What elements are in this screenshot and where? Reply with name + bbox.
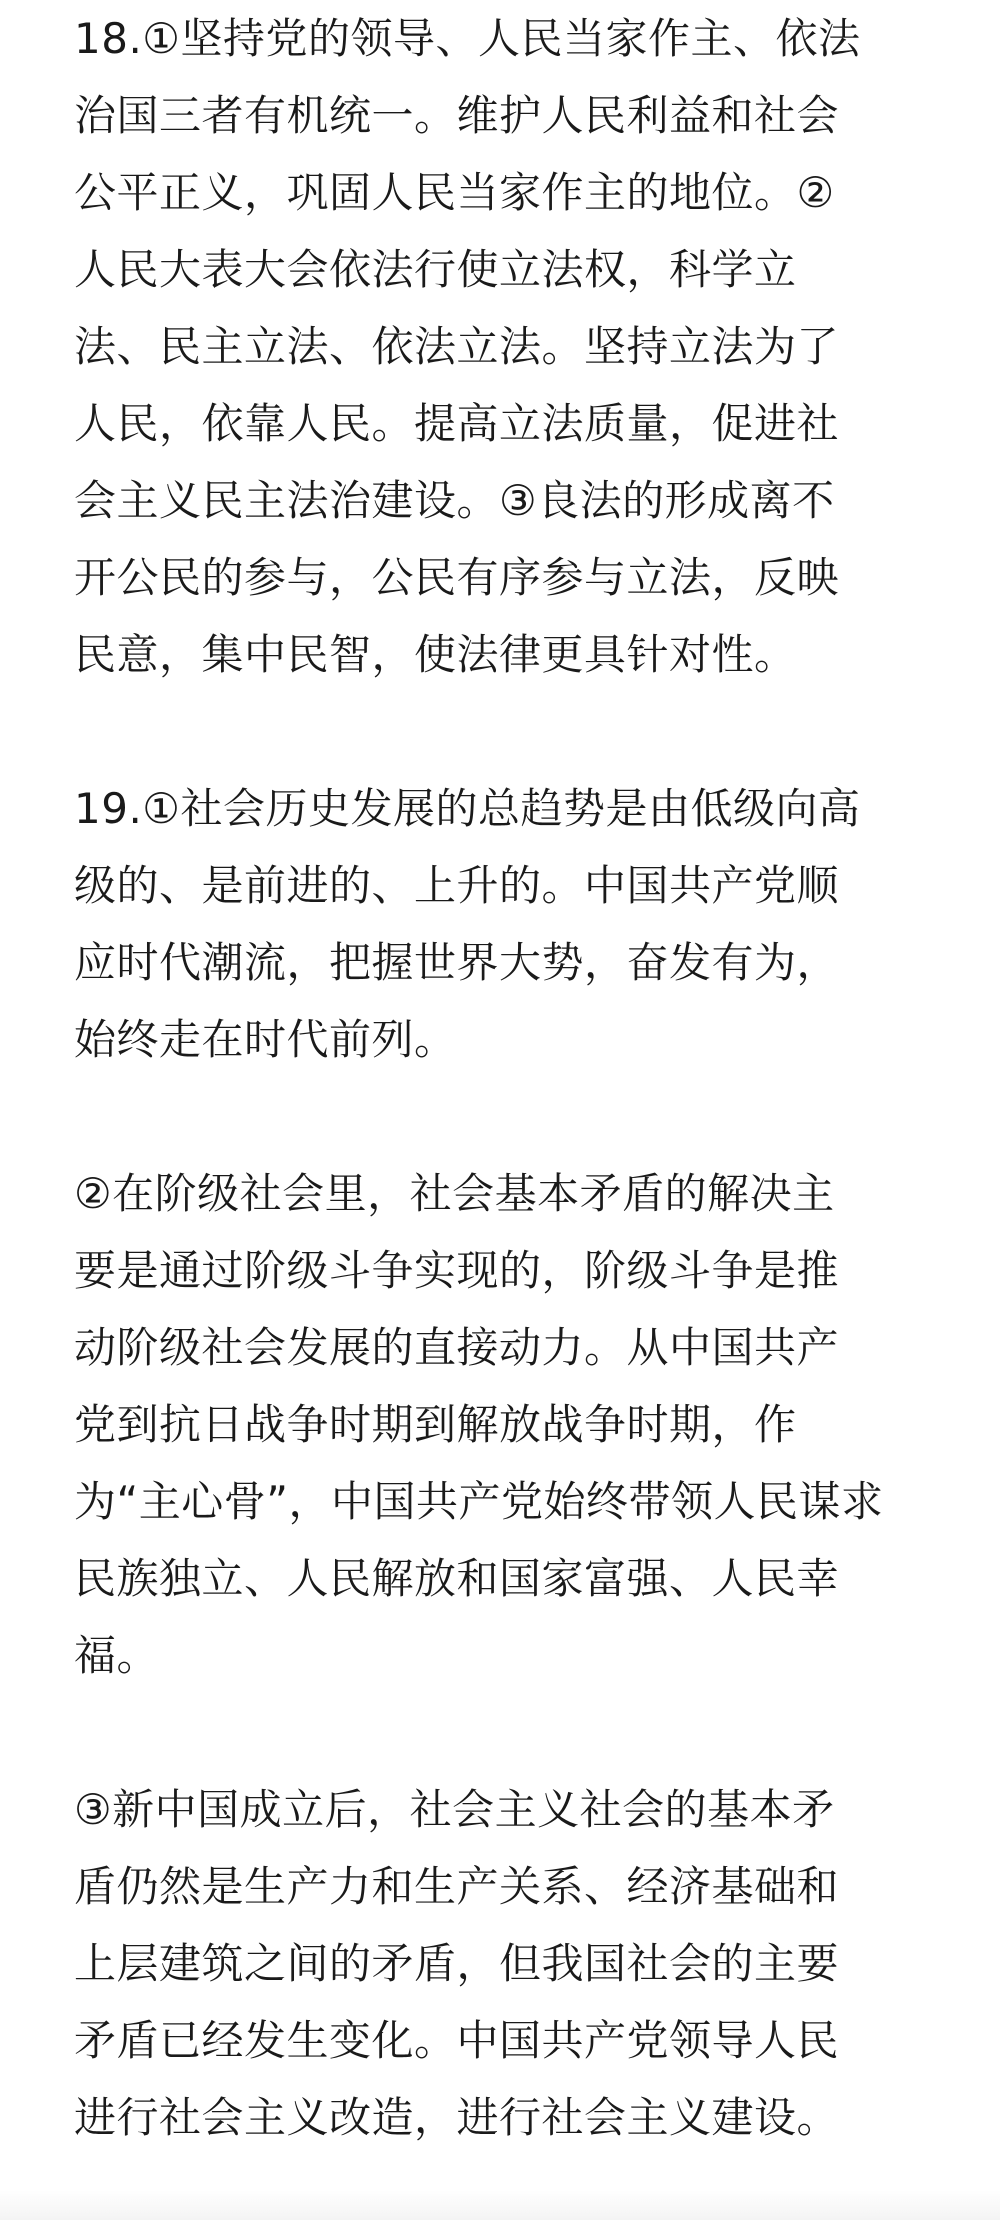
paragraph-19-part-1 [74,770,930,1078]
text-line: 应时代潮流，把握世界大势，奋发有为， [74,938,840,987]
text-line: 党到抗日战争时期到解放战争时期，作 [74,1400,797,1449]
paragraph-spacer [74,1078,930,1155]
text-line: 福。 [74,1631,160,1680]
text-line: 矛盾已经发生变化。中国共产党领导人民 [74,2016,840,2065]
text-line: ③新中国成立后，社会主义社会的基本矛 [74,1785,835,1834]
text-line: 人民大表大会依法行使立法权，科学立 [74,245,797,294]
text-line: 法、民主立法、依法立法。坚持立法为了 [74,322,840,371]
paragraph-18 [74,0,930,693]
text-line: 上层建筑之间的矛盾，但我国社会的主要 [74,1939,840,1988]
text-line: 进行社会主义改造，进行社会主义建设。 [74,2093,840,2142]
text-line: 为“主心骨”，中国共产党始终带领人民谋求 [74,1477,884,1526]
paragraph-19-part-2 [74,1155,930,1694]
text-line: 级的、是前进的、上升的。中国共产党顺 [74,861,840,910]
text-line: 会主义民主法治建设。③良法的形成离不 [74,476,835,525]
text-line: 18.①坚持党的领导、人民当家作主、依法 [74,14,861,63]
text-line: 盾仍然是生产力和生产关系、经济基础和 [74,1862,840,1911]
text-line: 人民，依靠人民。提高立法质量，促进社 [74,399,840,448]
text-line: 民意，集中民智，使法律更具针对性。 [74,630,797,679]
text-line: 要是通过阶级斗争实现的，阶级斗争是推 [74,1246,840,1295]
text-line: 治国三者有机统一。维护人民利益和社会 [74,91,840,140]
text-line: 动阶级社会发展的直接动力。从中国共产 [74,1323,840,1372]
text-line: 民族独立、人民解放和国家富强、人民幸 [74,1554,840,1603]
paragraph-spacer [74,1694,930,1771]
paragraph-19-part-3 [74,1771,930,2156]
paragraph-spacer [74,693,930,770]
bottom-edge [0,2190,1000,2220]
text-line: 开公民的参与，公民有序参与立法，反映 [74,553,840,602]
text-line: ②在阶级社会里，社会基本矛盾的解决主 [74,1169,835,1218]
text-line: 始终走在时代前列。 [74,1015,457,1064]
text-line: 19.①社会历史发展的总趋势是由低级向高 [74,784,861,833]
text-line: 公平正义，巩固人民当家作主的地位。② [74,168,835,217]
